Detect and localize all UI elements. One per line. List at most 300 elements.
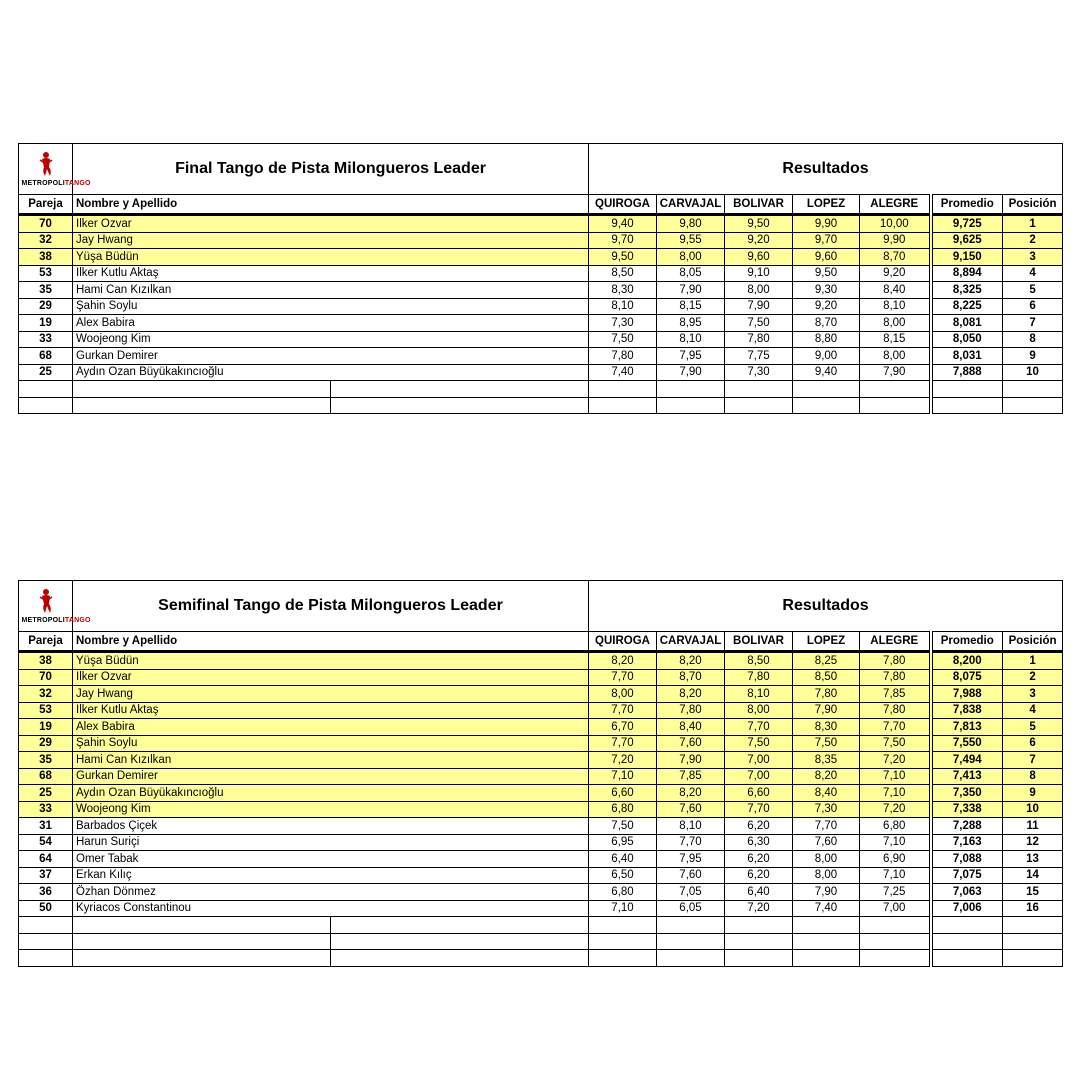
pareja-cell: 33 [19, 801, 73, 818]
pareja-cell: 35 [19, 752, 73, 769]
name-cell: Kyriacos Constantinou [73, 900, 589, 917]
empty-cell [931, 950, 1003, 967]
score-cell: 7,70 [725, 801, 793, 818]
score-cell: 9,60 [793, 249, 860, 266]
score-cell: 8,20 [589, 652, 657, 670]
col-judge-carvajal: CARVAJAL [657, 195, 725, 215]
pareja-cell: 37 [19, 867, 73, 884]
score-cell: 8,10 [725, 686, 793, 703]
score-cell: 6,20 [725, 818, 793, 835]
empty-cell [657, 917, 725, 934]
semifinal-resultados-heading: Resultados [589, 581, 1063, 632]
empty-cell [657, 381, 725, 398]
score-cell: 7,20 [589, 752, 657, 769]
name-cell: Özhan Dönmez [73, 884, 589, 901]
posicion-cell: 4 [1003, 702, 1063, 719]
empty-cell [589, 933, 657, 950]
score-cell: 7,50 [589, 331, 657, 348]
col-judge-bolivar: BOLIVAR [725, 195, 793, 215]
empty-cell [1003, 950, 1063, 967]
posicion-cell: 5 [1003, 282, 1063, 299]
pareja-cell: 19 [19, 719, 73, 736]
score-cell: 10,00 [860, 215, 931, 233]
score-cell: 8,70 [657, 669, 725, 686]
promedio-cell: 7,888 [931, 364, 1003, 381]
score-cell: 9,20 [793, 298, 860, 315]
posicion-cell: 9 [1003, 348, 1063, 365]
posicion-cell: 6 [1003, 298, 1063, 315]
empty-cell [725, 397, 793, 414]
posicion-cell: 7 [1003, 315, 1063, 332]
semifinal-results-table [18, 580, 1063, 967]
logo-cell [19, 581, 91, 632]
score-cell: 6,40 [725, 884, 793, 901]
empty-cell [860, 381, 931, 398]
table-row [19, 768, 1063, 785]
col-promedio: Promedio [931, 195, 1003, 215]
posicion-cell: 1 [1003, 215, 1063, 233]
score-cell: 7,70 [589, 702, 657, 719]
score-cell: 7,85 [860, 686, 931, 703]
name-cell: Woojeong Kim [73, 331, 589, 348]
posicion-cell: 7 [1003, 752, 1063, 769]
score-cell: 8,35 [793, 752, 860, 769]
posicion-cell: 9 [1003, 785, 1063, 802]
score-cell: 8,25 [793, 652, 860, 670]
score-cell: 9,30 [793, 282, 860, 299]
pareja-cell: 35 [19, 282, 73, 299]
score-cell: 9,20 [860, 265, 931, 282]
table-row [19, 265, 1063, 282]
promedio-cell: 7,350 [931, 785, 1003, 802]
score-cell: 7,00 [860, 900, 931, 917]
score-cell: 7,00 [725, 768, 793, 785]
score-cell: 9,10 [725, 265, 793, 282]
pareja-cell: 25 [19, 364, 73, 381]
score-cell: 9,90 [793, 215, 860, 233]
score-cell: 8,15 [860, 331, 931, 348]
name-cell: Jay Hwang [73, 686, 589, 703]
name-cell: Ilker Ozvar [73, 669, 589, 686]
empty-cell [331, 917, 589, 934]
score-cell: 7,60 [793, 834, 860, 851]
pareja-cell: 50 [19, 900, 73, 917]
posicion-cell: 10 [1003, 801, 1063, 818]
posicion-cell: 6 [1003, 735, 1063, 752]
final-results-table [18, 143, 1063, 414]
name-cell: Gurkan Demirer [73, 768, 589, 785]
pareja-cell: 33 [19, 331, 73, 348]
promedio-cell: 7,813 [931, 719, 1003, 736]
posicion-cell: 1 [1003, 652, 1063, 670]
name-cell: Jay Hwang [73, 232, 589, 249]
semifinal-results-sheet [18, 580, 1062, 967]
table-row [19, 834, 1063, 851]
col-judge-quiroga: QUIROGA [589, 632, 657, 652]
empty-cell [19, 381, 73, 398]
score-cell: 7,80 [860, 669, 931, 686]
name-cell: Ilker Kutlu Aktaş [73, 265, 589, 282]
empty-cell [1003, 397, 1063, 414]
score-cell: 8,30 [793, 719, 860, 736]
score-cell: 7,30 [725, 364, 793, 381]
posicion-cell: 11 [1003, 818, 1063, 835]
score-cell: 8,20 [657, 652, 725, 670]
score-cell: 9,00 [793, 348, 860, 365]
score-cell: 7,90 [793, 702, 860, 719]
pareja-cell: 54 [19, 834, 73, 851]
semifinal-title: Semifinal Tango de Pista Milongueros Leader [73, 581, 589, 632]
empty-row [19, 950, 1063, 967]
empty-cell [19, 933, 73, 950]
score-cell: 8,10 [589, 298, 657, 315]
score-cell: 8,00 [725, 282, 793, 299]
dancer-icon [36, 588, 56, 614]
score-cell: 7,80 [725, 669, 793, 686]
score-cell: 7,20 [725, 900, 793, 917]
score-cell: 7,50 [589, 818, 657, 835]
empty-cell [860, 917, 931, 934]
score-cell: 8,10 [657, 818, 725, 835]
posicion-cell: 8 [1003, 768, 1063, 785]
col-pareja: Pareja [19, 195, 73, 215]
empty-cell [725, 950, 793, 967]
score-cell: 6,80 [589, 884, 657, 901]
score-cell: 9,40 [589, 215, 657, 233]
score-cell: 8,40 [793, 785, 860, 802]
score-cell: 7,80 [725, 331, 793, 348]
promedio-cell: 8,075 [931, 669, 1003, 686]
pareja-cell: 53 [19, 265, 73, 282]
pareja-cell: 31 [19, 818, 73, 835]
table-row [19, 686, 1063, 703]
score-cell: 7,70 [589, 669, 657, 686]
empty-cell [860, 950, 931, 967]
col-judge-carvajal: CARVAJAL [657, 632, 725, 652]
score-cell: 6,20 [725, 867, 793, 884]
posicion-cell: 14 [1003, 867, 1063, 884]
empty-cell [19, 917, 73, 934]
score-cell: 8,15 [657, 298, 725, 315]
pareja-cell: 32 [19, 686, 73, 703]
score-cell: 8,20 [793, 768, 860, 785]
score-cell: 9,20 [725, 232, 793, 249]
table-row [19, 818, 1063, 835]
name-cell: Erkan Kılıç [73, 867, 589, 884]
table-row [19, 331, 1063, 348]
table-row [19, 652, 1063, 670]
promedio-cell: 8,200 [931, 652, 1003, 670]
table-row [19, 315, 1063, 332]
score-cell: 7,90 [657, 364, 725, 381]
promedio-cell: 7,163 [931, 834, 1003, 851]
score-cell: 7,50 [793, 735, 860, 752]
score-cell: 9,80 [657, 215, 725, 233]
score-cell: 7,90 [860, 364, 931, 381]
final-results-sheet [18, 143, 1062, 414]
score-cell: 6,95 [589, 834, 657, 851]
score-cell: 7,90 [793, 884, 860, 901]
empty-cell [793, 933, 860, 950]
score-cell: 7,90 [725, 298, 793, 315]
empty-cell [589, 950, 657, 967]
pareja-cell: 70 [19, 215, 73, 233]
score-cell: 7,30 [589, 315, 657, 332]
empty-cell [657, 933, 725, 950]
empty-cell [1003, 917, 1063, 934]
name-cell: Barbados Çiçek [73, 818, 589, 835]
empty-row [19, 381, 1063, 398]
empty-cell [793, 917, 860, 934]
score-cell: 6,50 [589, 867, 657, 884]
empty-cell [725, 381, 793, 398]
score-cell: 8,40 [657, 719, 725, 736]
score-cell: 6,30 [725, 834, 793, 851]
posicion-cell: 3 [1003, 686, 1063, 703]
table-row [19, 702, 1063, 719]
score-cell: 6,40 [589, 851, 657, 868]
promedio-cell: 9,150 [931, 249, 1003, 266]
promedio-cell: 7,413 [931, 768, 1003, 785]
empty-cell [331, 397, 589, 414]
empty-cell [73, 950, 331, 967]
promedio-cell: 7,075 [931, 867, 1003, 884]
name-cell: Şahin Soylu [73, 735, 589, 752]
empty-cell [931, 917, 1003, 934]
score-cell: 9,60 [725, 249, 793, 266]
score-cell: 9,50 [725, 215, 793, 233]
score-cell: 9,50 [589, 249, 657, 266]
score-cell: 6,70 [589, 719, 657, 736]
pareja-cell: 19 [19, 315, 73, 332]
empty-cell [793, 950, 860, 967]
pareja-cell: 64 [19, 851, 73, 868]
empty-cell [931, 381, 1003, 398]
name-cell: Aydın Ozan Büyükakıncıoğlu [73, 785, 589, 802]
score-cell: 7,80 [793, 686, 860, 703]
posicion-cell: 4 [1003, 265, 1063, 282]
posicion-cell: 8 [1003, 331, 1063, 348]
score-cell: 6,90 [860, 851, 931, 868]
score-cell: 6,60 [589, 785, 657, 802]
table-row [19, 851, 1063, 868]
posicion-cell: 13 [1003, 851, 1063, 868]
score-cell: 7,00 [725, 752, 793, 769]
final-resultados-heading: Resultados [589, 144, 1063, 195]
empty-cell [1003, 933, 1063, 950]
semifinal-table-body [19, 652, 1063, 967]
col-judge-bolivar: BOLIVAR [725, 632, 793, 652]
empty-cell [589, 397, 657, 414]
score-cell: 7,10 [589, 900, 657, 917]
final-title: Final Tango de Pista Milongueros Leader [73, 144, 589, 195]
pareja-cell: 68 [19, 768, 73, 785]
score-cell: 8,50 [725, 652, 793, 670]
table-row [19, 249, 1063, 266]
score-cell: 9,90 [860, 232, 931, 249]
score-cell: 8,50 [589, 265, 657, 282]
score-cell: 8,10 [657, 331, 725, 348]
score-cell: 7,70 [860, 719, 931, 736]
score-cell: 9,40 [793, 364, 860, 381]
score-cell: 7,50 [725, 315, 793, 332]
pareja-cell: 29 [19, 735, 73, 752]
pareja-cell: 36 [19, 884, 73, 901]
pareja-cell: 38 [19, 249, 73, 266]
empty-cell [73, 933, 331, 950]
score-cell: 6,80 [860, 818, 931, 835]
posicion-cell: 15 [1003, 884, 1063, 901]
score-cell: 8,50 [793, 669, 860, 686]
table-row [19, 884, 1063, 901]
promedio-cell: 8,325 [931, 282, 1003, 299]
pareja-cell: 25 [19, 785, 73, 802]
table-row [19, 785, 1063, 802]
score-cell: 7,80 [589, 348, 657, 365]
empty-cell [860, 933, 931, 950]
score-cell: 8,00 [793, 867, 860, 884]
name-cell: Ilker Ozvar [73, 215, 589, 233]
score-cell: 8,40 [860, 282, 931, 299]
pareja-cell: 29 [19, 298, 73, 315]
promedio-cell: 7,063 [931, 884, 1003, 901]
table-row [19, 867, 1063, 884]
score-cell: 7,40 [589, 364, 657, 381]
table-row [19, 900, 1063, 917]
promedio-cell: 8,225 [931, 298, 1003, 315]
score-cell: 8,70 [793, 315, 860, 332]
promedio-cell: 7,494 [931, 752, 1003, 769]
metropoli-tango-logo: METROPOLITANGO [22, 151, 70, 187]
empty-cell [331, 933, 589, 950]
col-judge-lopez: LOPEZ [793, 195, 860, 215]
pareja-cell: 68 [19, 348, 73, 365]
score-cell: 7,75 [725, 348, 793, 365]
table-row [19, 801, 1063, 818]
empty-cell [725, 917, 793, 934]
promedio-cell: 7,988 [931, 686, 1003, 703]
score-cell: 7,20 [860, 801, 931, 818]
score-cell: 8,00 [657, 249, 725, 266]
score-cell: 8,70 [860, 249, 931, 266]
score-cell: 7,70 [657, 834, 725, 851]
empty-cell [331, 950, 589, 967]
empty-cell [931, 397, 1003, 414]
score-cell: 7,50 [860, 735, 931, 752]
col-promedio: Promedio [931, 632, 1003, 652]
score-cell: 8,00 [589, 686, 657, 703]
name-cell: Harun Suriçi [73, 834, 589, 851]
promedio-cell: 7,288 [931, 818, 1003, 835]
name-cell: Gurkan Demirer [73, 348, 589, 365]
score-cell: 9,50 [793, 265, 860, 282]
promedio-cell: 9,625 [931, 232, 1003, 249]
score-cell: 9,70 [793, 232, 860, 249]
name-cell: Yüşa Büdün [73, 249, 589, 266]
score-cell: 8,05 [657, 265, 725, 282]
score-cell: 7,10 [860, 785, 931, 802]
score-cell: 7,60 [657, 801, 725, 818]
col-nombre: Nombre y Apellido [73, 632, 589, 652]
empty-cell [73, 397, 331, 414]
col-judge-alegre: ALEGRE [860, 632, 931, 652]
name-cell: Aydın Ozan Büyükakıncıoğlu [73, 364, 589, 381]
score-cell: 7,95 [657, 851, 725, 868]
promedio-cell: 7,838 [931, 702, 1003, 719]
promedio-cell: 9,725 [931, 215, 1003, 233]
empty-row [19, 933, 1063, 950]
name-cell: Ilker Kutlu Aktaş [73, 702, 589, 719]
final-table-body [19, 215, 1063, 414]
dancer-icon [36, 151, 56, 177]
score-cell: 9,55 [657, 232, 725, 249]
col-posicion: Posición [1003, 195, 1063, 215]
table-row [19, 348, 1063, 365]
score-cell: 8,10 [860, 298, 931, 315]
score-cell: 9,70 [589, 232, 657, 249]
name-cell: Alex Babira [73, 315, 589, 332]
col-judge-quiroga: QUIROGA [589, 195, 657, 215]
empty-cell [860, 397, 931, 414]
posicion-cell: 3 [1003, 249, 1063, 266]
score-cell: 6,20 [725, 851, 793, 868]
promedio-cell: 7,088 [931, 851, 1003, 868]
score-cell: 7,10 [589, 768, 657, 785]
table-row [19, 735, 1063, 752]
posicion-cell: 12 [1003, 834, 1063, 851]
empty-cell [73, 917, 331, 934]
score-cell: 7,80 [860, 702, 931, 719]
score-cell: 7,60 [657, 735, 725, 752]
empty-cell [589, 917, 657, 934]
col-nombre: Nombre y Apellido [73, 195, 589, 215]
empty-cell [589, 381, 657, 398]
empty-row [19, 397, 1063, 414]
score-cell: 7,85 [657, 768, 725, 785]
name-cell: Omer Tabak [73, 851, 589, 868]
empty-row [19, 917, 1063, 934]
score-cell: 8,00 [725, 702, 793, 719]
score-cell: 8,00 [860, 315, 931, 332]
empty-cell [793, 397, 860, 414]
score-cell: 7,25 [860, 884, 931, 901]
score-cell: 7,60 [657, 867, 725, 884]
name-cell: Şahin Soylu [73, 298, 589, 315]
promedio-cell: 8,894 [931, 265, 1003, 282]
pareja-cell: 53 [19, 702, 73, 719]
empty-cell [657, 950, 725, 967]
promedio-cell: 8,081 [931, 315, 1003, 332]
score-cell: 7,50 [725, 735, 793, 752]
score-cell: 8,30 [589, 282, 657, 299]
score-cell: 8,95 [657, 315, 725, 332]
score-cell: 8,00 [793, 851, 860, 868]
empty-cell [331, 381, 589, 398]
table-row [19, 282, 1063, 299]
score-cell: 7,90 [657, 752, 725, 769]
score-cell: 7,80 [657, 702, 725, 719]
empty-cell [19, 397, 73, 414]
table-row [19, 752, 1063, 769]
score-cell: 7,20 [860, 752, 931, 769]
col-judge-alegre: ALEGRE [860, 195, 931, 215]
pareja-cell: 32 [19, 232, 73, 249]
score-cell: 7,95 [657, 348, 725, 365]
empty-cell [73, 381, 331, 398]
score-cell: 7,80 [860, 652, 931, 670]
score-cell: 6,05 [657, 900, 725, 917]
score-cell: 7,90 [657, 282, 725, 299]
